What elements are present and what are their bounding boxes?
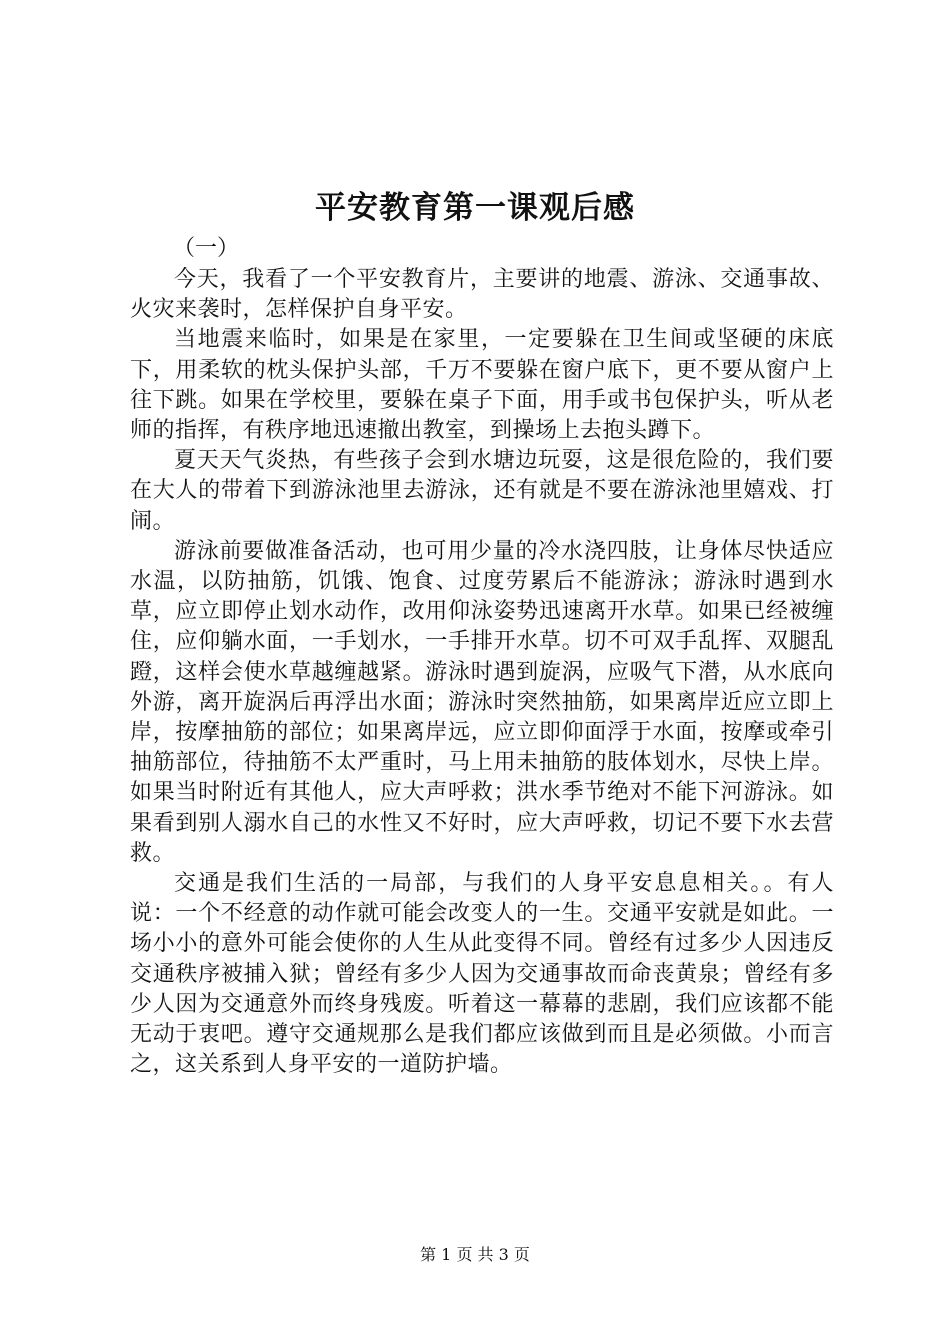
paragraph: 交通是我们生活的一局部，与我们的人身平安息息相关。。有人说：一个不经意的动作就可能会改变人的一生。交通平安就是如此。一场小小的意外可能会使你的人生从此变得不同。曾经有过多少人因违反交通秩序被捕入狱；曾经有多少人因为交通事故而命丧黄泉；曾经有多少人因为交通意外而终身残废。听着这一幕幕的悲剧，我们应该都不能无动于衷吧。遵守交通规那么是我们都应该做到而且是必须做。小而言之，这关系到人身平安的一道防护墙。	[130, 871, 834, 1078]
document-title: 平安教育第一课观后感	[315, 190, 635, 226]
paragraph: 夏天天气炎热，有些孩子会到水塘边玩耍，这是很危险的，我们要在大人的带着下到游泳池里去游泳，还有就是不要在游泳池里嬉戏、打闹。	[130, 448, 834, 534]
section-label: （一）	[173, 236, 240, 261]
page-indicator: 第 1 页 共 3 页	[420, 1245, 530, 1264]
paragraph: 游泳前要做准备活动，也可用少量的冷水浇四肢，让身体尽快适应水温，以防抽筋，饥饿、饱食、过度劳累后不能游泳；游泳时遇到水草，应立即停止划水动作，改用仰泳姿势迅速离开水草。如果已经被缠住，应仰躺水面，一手划水，一手排开水草。切不可双手乱挥、双腿乱蹬，这样会使水草越缠越紧。游泳时遇到旋涡，应吸气下潜，从水底向外游，离开旋涡后再浮出水面；游泳时突然抽筋，如果离岸近应立即上岸，按摩抽筋的部位；如果离岸远，应立即仰面浮于水面，按摩或牵引抽筋部位，待抽筋不太严重时，马上用未抽筋的肢体划水，尽快上岸。如果当时附近有其他人，应大声呼救；洪水季节绝对不能下河游泳。如果看到别人溺水自己的水性又不好时，应大声呼救，切记不要下水去营救。	[130, 538, 834, 866]
paragraph: 今天，我看了一个平安教育片，主要讲的地震、游泳、交通事故、火灾来袭时，怎样保护自身平安。	[130, 267, 834, 323]
paragraph: 当地震来临时，如果是在家里，一定要躲在卫生间或坚硬的床底下，用柔软的枕头保护头部，千万不要躲在窗户底下，更不要从窗户上往下跳。如果在学校里，要躲在桌子下面，用手或书包保护头，听从老师的指挥，有秩序地迅速撤出教室，到操场上去抱头蹲下。	[130, 327, 834, 444]
document-body	[130, 233, 834, 1080]
